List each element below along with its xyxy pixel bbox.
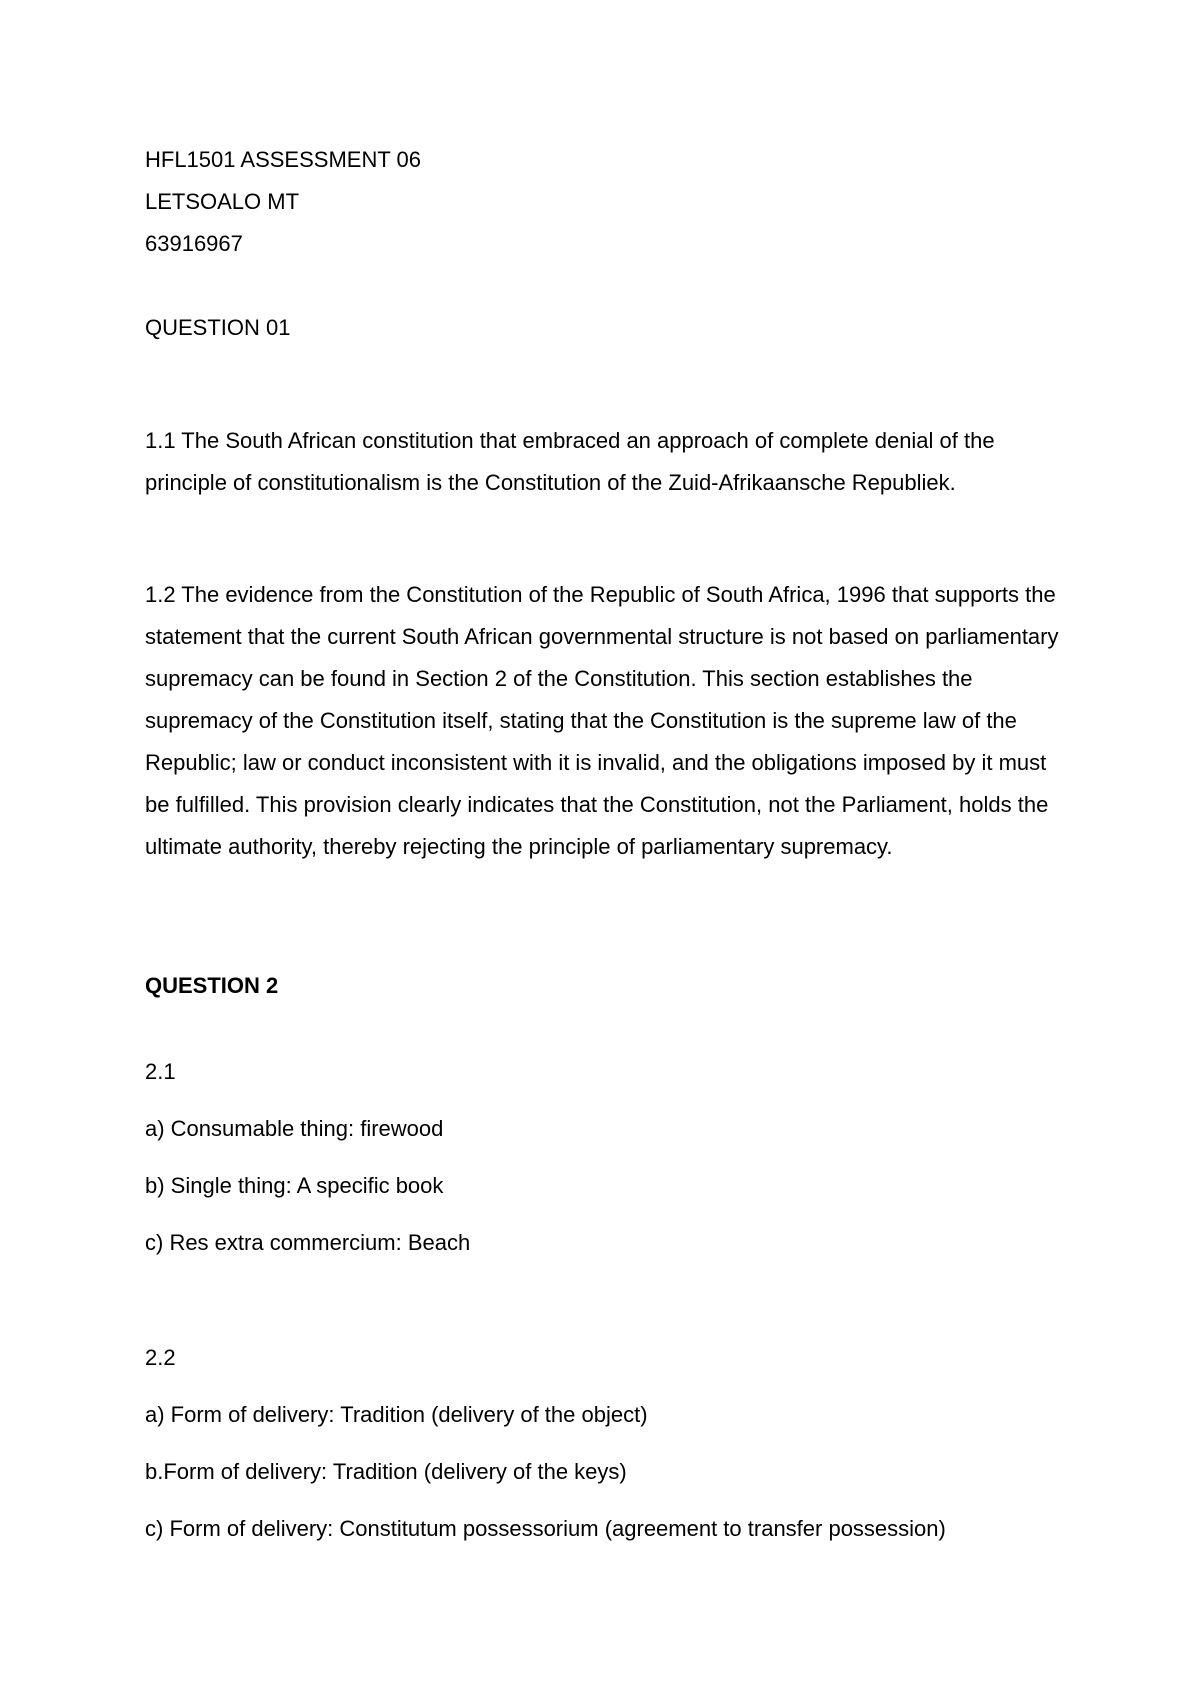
question-1-heading: QUESTION 01 bbox=[145, 315, 291, 340]
list-item: a) Form of delivery: Tradition (delivery of the object) bbox=[145, 1402, 648, 1427]
student-number: 63916967 bbox=[145, 231, 243, 256]
question-2-heading: QUESTION 2 bbox=[145, 973, 279, 998]
section-2-1-label: 2.1 bbox=[145, 1059, 176, 1084]
answer-1-1: 1.1 The South African constitution that embraced an approach of complete denial of the principle of constitutionalism is the Constitution of the Zuid-Afrikaansche Republiek. bbox=[145, 428, 995, 495]
course-title: HFL1501 ASSESSMENT 06 bbox=[145, 147, 421, 172]
list-item: a) Consumable thing: firewood bbox=[145, 1116, 444, 1141]
list-item: b.Form of delivery: Tradition (delivery of the keys) bbox=[145, 1459, 627, 1484]
answer-1-2: 1.2 The evidence from the Constitution of the Republic of South Africa, 1996 that supports the statement that the current South African governmental structure is not based on parliamentary supremacy can be found in Section 2 of the Constitution. This section establishes the supremacy of the Constitution itself, stating that the Constitution is the supreme law of the Republic; law or conduct inconsistent with it is invalid, and the obligations imposed by it must be fulfilled. This provision clearly indicates that the Constitution, not the Parliament, holds the ultimate authority, thereby rejecting the principle of parliamentary supremacy. bbox=[145, 582, 1059, 859]
list-item: c) Res extra commercium: Beach bbox=[145, 1230, 471, 1255]
list-item: b) Single thing: A specific book bbox=[145, 1173, 444, 1198]
student-name: LETSOALO MT bbox=[145, 189, 300, 214]
list-item: c) Form of delivery: Constitutum possessorium (agreement to transfer possession) bbox=[145, 1516, 946, 1541]
section-2-2-label: 2.2 bbox=[145, 1345, 176, 1370]
